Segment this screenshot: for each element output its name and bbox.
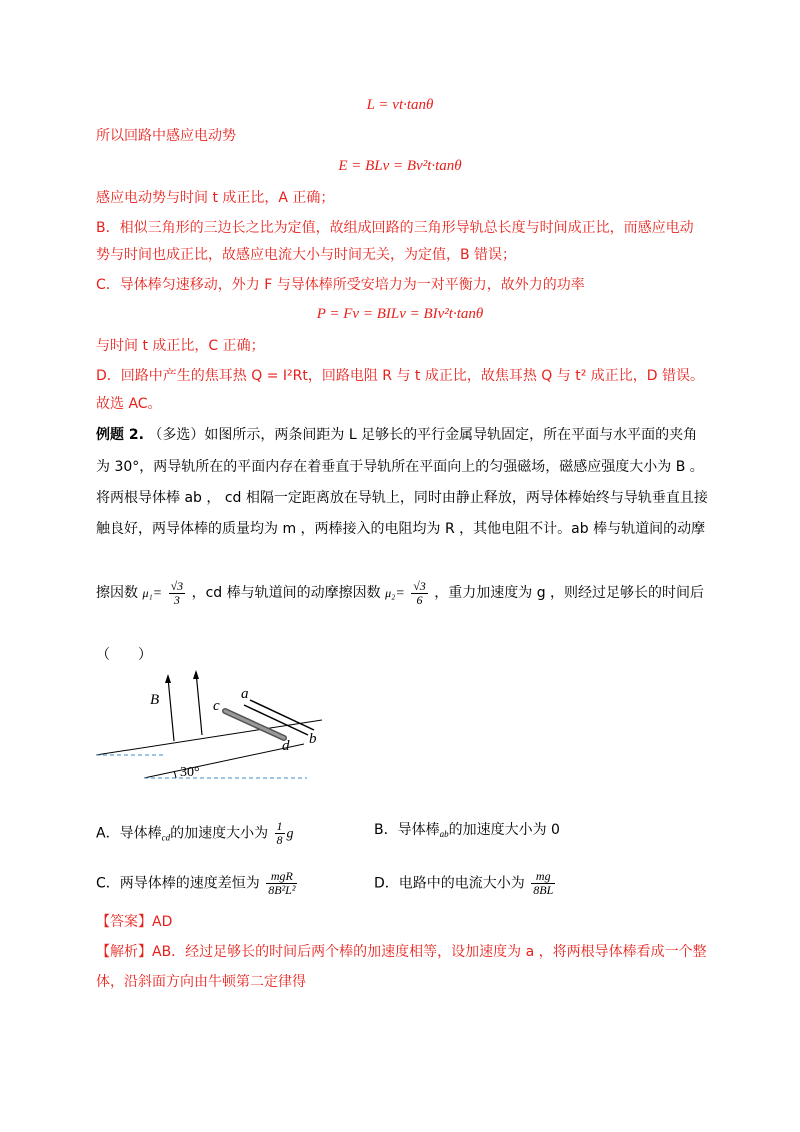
- label-a: a: [241, 686, 249, 702]
- analysis-line-1: 【解析】AB．经过足够长的时间后两个棒的加速度相等，设加速度为 a ，将两根导体棒看成一个整: [96, 944, 707, 960]
- option-d-analysis: D．回路中产生的焦耳热 Q = I²Rt，回路电阻 R 与 t 成正比，故焦耳热 Q 与 t² 成正比，D 错误。: [96, 368, 705, 384]
- text-line: 感应电动势与时间 t 成正比，A 正确；: [96, 190, 335, 206]
- option-d[interactable]: D．电路中的电流大小为 $\frac{mg}{8BL}$: [374, 869, 554, 897]
- option-b[interactable]: B．导体棒$_{ab}$的加速度大小为 0: [374, 822, 560, 839]
- incline-diagram: [92, 670, 332, 790]
- option-c[interactable]: C．两导体棒的速度差恒为 $\frac{\text{mgR}}{\text{8B²L²}}$: [96, 869, 296, 897]
- equation-1: L = vt·tanθ: [366, 97, 434, 113]
- example-title: 例题 2.: [96, 427, 144, 443]
- conclusion: 故选 AC。: [96, 396, 162, 412]
- option-a[interactable]: A．导体棒$_{cd}$的加速度大小为 $\frac{1}{8}$ g: [96, 819, 294, 847]
- label-B: B: [150, 692, 160, 708]
- fraction-mu1: $\frac{√3}{3}$: [170, 578, 184, 607]
- answer-blank: （ ）: [96, 647, 152, 663]
- label-c: c: [213, 698, 220, 714]
- text-line: 所以回路中感应电动势: [96, 128, 236, 144]
- example-2-line-1: 例题 2. （多选）如图所示，两条间距为 L 足够长的平行金属导轨固定，所在平面与水平面的夹角: [96, 427, 698, 443]
- analysis-line-2: 体，沿斜面方向由牛顿第二定律得: [96, 974, 306, 990]
- label-b: b: [309, 731, 317, 747]
- example-2-line-2: 为 30°，两导轨所在的平面内存在着垂直于导轨所在平面向上的匀强磁场，磁感应强度大小为 B 。: [96, 459, 704, 475]
- option-b-analysis-cont: 势与时间也成正比，故感应电流大小与时间无关，为定值，B 错误；: [96, 247, 517, 263]
- label-d: d: [282, 738, 290, 754]
- example-2-line-4: 触良好，两导体棒的质量均为 m ，两棒接入的电阻均为 R ，其他电阻不计。ab 棒与轨道间的动摩: [96, 521, 706, 537]
- equation-3: P = Fv = BILv = BIv²t·tanθ: [316, 306, 484, 322]
- label-angle: 30°: [180, 765, 200, 780]
- fraction-mu2: $\frac{√3}{6}$: [413, 578, 426, 607]
- text-line: 与时间 t 成正比，C 正确；: [96, 338, 265, 354]
- example-2-line-5: 擦因数 μ₁= $\frac{√3}{3}$ ，cd 棒与轨道间的动摩擦因数 μ₂= $\frac{√3}{6}$ ，重力加速度为 g ，则经过足够长的时间后: [96, 578, 705, 607]
- equation-2: E = BLv = Bv²t·tanθ: [338, 158, 462, 174]
- option-b-analysis: B．相似三角形的三边长之比为定值，故组成回路的三角形导轨总长度与时间成正比，而感应电动: [96, 220, 694, 236]
- answer: 【答案】AD: [96, 914, 173, 930]
- option-c-analysis: C．导体棒匀速移动，外力 F 与导体棒所受安培力为一对平衡力，故外力的功率: [96, 277, 585, 293]
- example-2-line-3: 将两根导体棒 ab ， cd 相隔一定距离放在导轨上，同时由静止释放，两导体棒始终与导轨垂直且接: [96, 490, 708, 506]
